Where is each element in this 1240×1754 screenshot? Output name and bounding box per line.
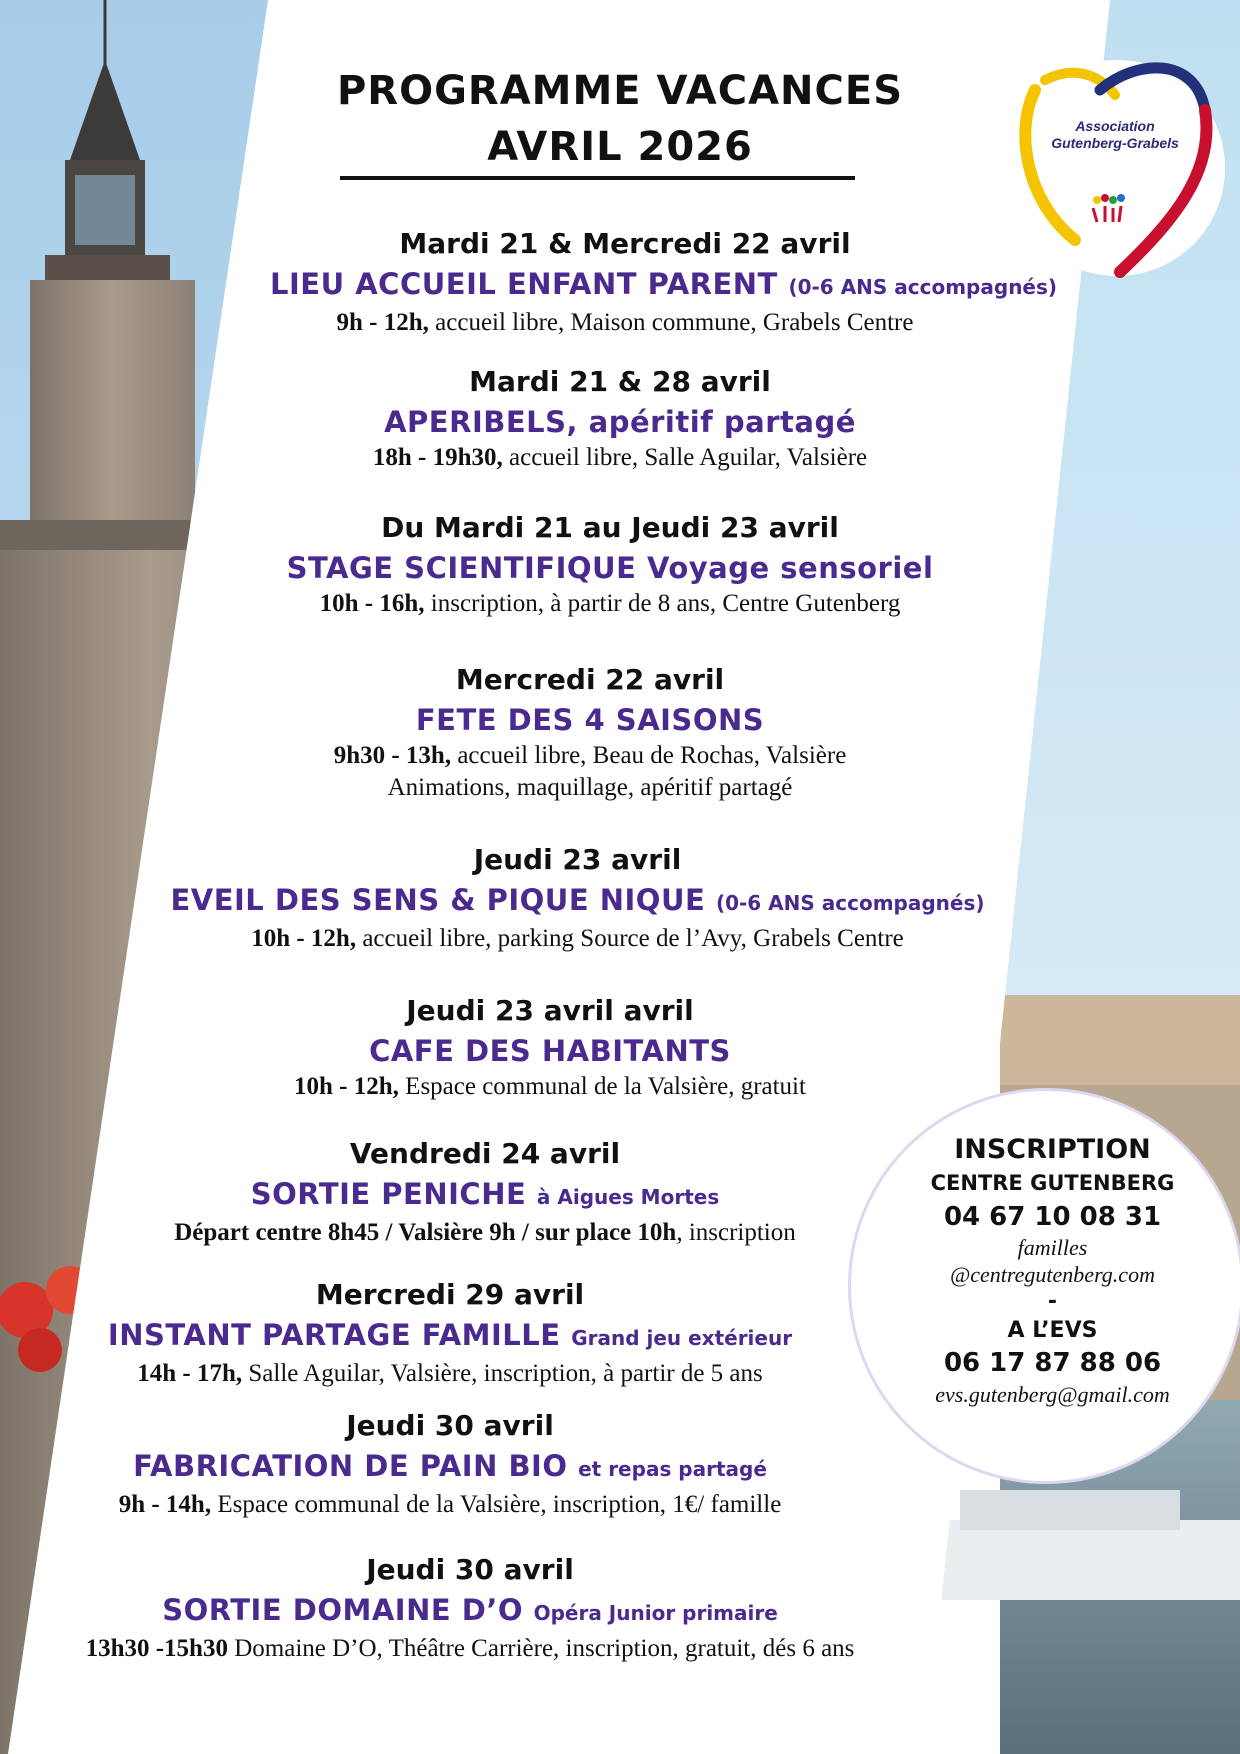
event-title: SORTIE DOMAINE D’O Opéra Junior primaire xyxy=(162,1593,778,1627)
inscription-email-2[interactable]: evs.gutenberg@gmail.com xyxy=(935,1382,1170,1407)
event-info: 10h - 12h, accueil libre, parking Source de l’Avy, Grabels Centre xyxy=(251,925,904,952)
page-subtitle: AVRIL 2026 xyxy=(487,124,753,170)
title-underline xyxy=(340,176,855,180)
page-title: PROGRAMME VACANCES xyxy=(336,68,904,114)
event-date: Jeudi 23 avril xyxy=(473,843,682,876)
event-title: STAGE SCIENTIFIQUE Voyage sensoriel xyxy=(286,551,934,585)
event-2 xyxy=(270,362,970,474)
logo-text xyxy=(1040,118,1190,152)
logo-line-1: Association xyxy=(1075,118,1155,134)
event-info: 10h - 16h, inscription, à partir de 8 ans, Centre Gutenberg xyxy=(319,590,901,617)
event-title: INSTANT PARTAGE FAMILLE Grand jeu extérieur xyxy=(107,1318,793,1352)
event-date: Mardi 21 & 28 avril xyxy=(469,365,771,398)
inscription-email-1-line-2[interactable]: @centregutenberg.com xyxy=(950,1262,1155,1287)
event-info-extra: Animations, maquillage, apéritif partagé xyxy=(387,774,793,801)
event-title: CAFE DES HABITANTS xyxy=(369,1034,731,1068)
inscription-phone-2[interactable]: 06 17 87 88 06 xyxy=(943,1348,1162,1378)
event-info: 13h30 -15h30 Domaine D’O, Théâtre Carrière, inscription, gratuit, dés 6 ans xyxy=(85,1635,855,1662)
event-1 xyxy=(270,224,1058,339)
event-date: Mardi 21 & Mercredi 22 avril xyxy=(399,227,851,260)
inscription-heading: INSCRIPTION xyxy=(954,1134,1151,1165)
event-date: Jeudi 30 avril xyxy=(366,1553,574,1586)
event-title: EVEIL DES SENS & PIQUE NIQUE (0-6 ANS accompagnés) xyxy=(170,883,985,917)
event-5 xyxy=(160,840,995,955)
event-title: APERIBELS, apéritif partagé xyxy=(384,405,856,439)
inscription-email-1-line-1[interactable]: familles xyxy=(1017,1235,1088,1260)
event-info: 10h - 12h, Espace communal de la Valsière, gratuit xyxy=(294,1073,806,1100)
event-8 xyxy=(70,1275,830,1390)
event-title: FABRICATION DE PAIN BIO et repas partagé xyxy=(133,1449,767,1483)
event-title: FETE DES 4 SAISONS xyxy=(415,703,765,737)
event-10 xyxy=(20,1550,920,1665)
event-date: Vendredi 24 avril xyxy=(349,1137,621,1170)
event-date: Mercredi 22 avril xyxy=(455,663,725,696)
event-info: 9h - 12h, accueil libre, Maison commune, Grabels Centre xyxy=(336,309,914,336)
event-title: LIEU ACCUEIL ENFANT PARENT (0-6 ANS accompagnés) xyxy=(270,267,1058,301)
event-9 xyxy=(90,1406,810,1521)
inscription-center: CENTRE GUTENBERG xyxy=(930,1171,1175,1195)
event-date: Jeudi 30 avril xyxy=(346,1409,554,1442)
event-7 xyxy=(110,1134,860,1249)
event-title: SORTIE PENICHE à Aigues Mortes xyxy=(250,1177,720,1211)
event-date: Du Mardi 21 au Jeudi 23 avril xyxy=(381,511,839,544)
inscription-separator: - xyxy=(1047,1289,1058,1314)
event-date: Jeudi 23 avril avril xyxy=(406,994,694,1027)
inscription-phone-1[interactable]: 04 67 10 08 31 xyxy=(943,1202,1162,1232)
event-6 xyxy=(200,991,900,1103)
event-info: Départ centre 8h45 / Valsière 9h / sur place 10h, inscription xyxy=(174,1219,796,1246)
event-info: 18h - 19h30, accueil libre, Salle Aguilar, Valsière xyxy=(372,444,868,471)
event-3 xyxy=(260,508,960,620)
event-date: Mercredi 29 avril xyxy=(315,1278,585,1311)
event-info: 14h - 17h, Salle Aguilar, Valsière, inscription, à partir de 5 ans xyxy=(137,1360,763,1387)
association-logo-icon xyxy=(1005,50,1225,290)
logo-line-2: Gutenberg-Grabels xyxy=(1051,135,1179,151)
event-4 xyxy=(240,660,940,804)
event-info: 9h30 - 13h, accueil libre, Beau de Rochas, Valsière xyxy=(333,742,847,769)
event-info: 9h - 14h, Espace communal de la Valsière, inscription, 1€/ famille xyxy=(118,1491,782,1518)
inscription-evs: A L’EVS xyxy=(1007,1318,1098,1343)
